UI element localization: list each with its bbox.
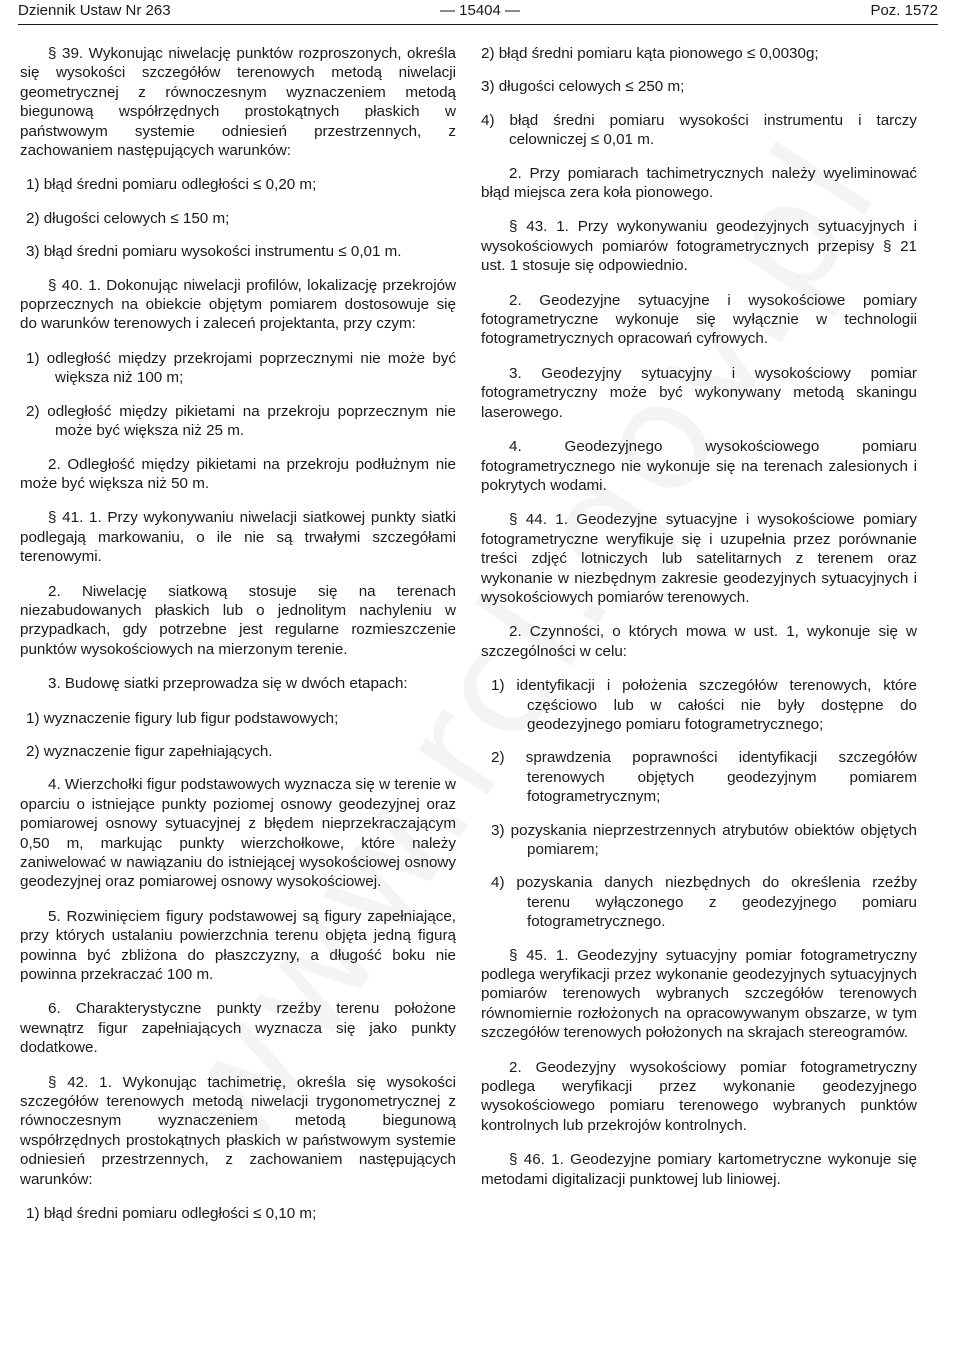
list-item: 3) pozyskania nieprzestrzennych atrybutów obiektów objętych pomiarem; (491, 821, 917, 858)
paragraph: 5. Rozwinięciem figury podstawowej są figury zapełniające, przy których ustalaniu powierzchnia terenu objęta jedną figurą powinna być zbliżona do płaszczyzny, a długość boku nie powinna przekraczać 100 m. (20, 907, 456, 984)
page-header (0, 0, 960, 27)
list-item: 3) długości celowych ≤ 250 m; (481, 78, 685, 96)
paragraph: § 45. 1. Geodezyjny sytuacyjny pomiar fotogrametryczny podlega weryfikacji przez wykonanie geodezyjnych sytuacyjnych pomiarów terenowych wybranych szczegółów terenowych równomiernie rozłożonych na opracowywanym obszarze, w tym szczegółów terenowych położonych na skrajach stereogramów. (481, 946, 917, 1042)
paragraph: 4. Geodezyjnego wysokościowego pomiaru fotogrametrycznego nie wykonuje się na terenach zalesionych i pokrytych wodami. (481, 438, 917, 494)
list-item: 2) błąd średni pomiaru kąta pionowego ≤ 0,0030g; (481, 45, 819, 62)
list-item: 4) błąd średni pomiaru wysokości instrumentu i tarczy celowniczej ≤ 0,01 m. (481, 111, 917, 149)
paragraph: 2. Przy pomiarach tachimetrycznych należy wyeliminować błąd miejsca zera koła pionowego. (481, 164, 917, 202)
list-item: 1) identyfikacji i położenia szczegółów terenowych, które częściowo lub w całości nie były dostępne do geodezyjnego pomiaru fotogrametrycznego; (491, 677, 917, 733)
journal-title: Dziennik Ustaw Nr 263 (18, 2, 171, 19)
right-column (481, 44, 917, 1204)
list-item: 1) wyznaczenie figury lub figur podstawowych; (26, 709, 339, 727)
paragraph: § 40. 1. Dokonując niwelacji profilów, lokalizację przekrojów poprzecznych na obiekcie objętym pomiarem dostosowuje się do warunków terenowych i zaleceń projektanta, przy czym: (20, 276, 456, 333)
paragraph: 2. Odległość między pikietami na przekroju podłużnym nie może być większa niż 50 m. (20, 455, 456, 492)
page-number: — 15404 — (439, 2, 521, 19)
list-item: 3) błąd średni pomiaru wysokości instrumentu ≤ 0,01 m. (26, 243, 402, 261)
left-column (20, 44, 456, 1238)
paragraph: 4. Wierzchołki figur podstawowych wyznacza się w terenie w oparciu o istniejące punkty poziomej osnowy geodezyjnej oraz pomiarowej osnowy sytuacyjnej z błędem nieprzekraczającym 0,50 m, markując punkty wierzchołkowe, które należy zaniwelować w nawiązaniu do istniejącej wysokościowej osnowy geodezyjnej oraz pomiarowej osnowy wysokościowej. (20, 776, 456, 891)
paragraph: 2. Geodezyjne sytuacyjne i wysokościowe pomiary fotogrametryczne wykonuje się wyłącznie w technologii fotogrametrycznych opracowań cyfrowych. (481, 291, 917, 348)
paragraph: 2. Geodezyjny wysokościowy pomiar fotogrametryczny podlega weryfikacji przez wykonanie geodezyjnego wysokościowego pomiaru terenowego wybranych punktów kontrolnych lub przekrojów kontrolnych. (481, 1058, 917, 1134)
list-item: 1) błąd średni pomiaru odległości ≤ 0,10 m; (26, 1205, 317, 1223)
list-item: 2) odległość między pikietami na przekroju poprzecznym nie może być większa niż 25 m. (26, 402, 456, 440)
paragraph: § 41. 1. Przy wykonywaniu niwelacji siatkowej punkty siatki podlegają markowaniu, o ile nie są trwałymi szczegółami terenowymi. (20, 509, 456, 566)
paragraph: § 39. Wykonując niwelację punktów rozproszonych, określa się wysokości szczegółów terenowych metodą niwelacji geometrycznej z równoczesnym wyznaczeniem metodą biegunową współrzędnych prostokątnych płaskich w państwowym systemie odniesień przestrzennych, z zachowaniem następujących warunków: (20, 45, 456, 160)
paragraph: 2. Niwelację siatkową stosuje się na terenach niezabudowanych płaskich lub o jednolitym nachyleniu w przypadkach, gdy potrzebne jest regularne rozmieszczenie punktów wysokościowych na mierzonym terenie. (20, 582, 456, 658)
paragraph: § 42. 1. Wykonując tachimetrię, określa się wysokości szczegółów terenowych metodą niwelacji trygonometrycznej z równoczesnym wyznaczeniem metodą biegunową współrzędnych prostokątnych płaskich w państwowym systemie odniesień przestrzennych, z zachowaniem następujących warunków: (20, 1073, 456, 1188)
paragraph: § 44. 1. Geodezyjne sytuacyjne i wysokościowe pomiary fotogrametryczne weryfikuje się i uzupełnia przez porównanie treści zdjęć lotniczych lub satelitarnych z terenem oraz wykonanie w niezbędnym zakresie geodezyjnych sytuacyjnych i wysokościowych pomiarów terenowych. (481, 511, 917, 606)
paragraph: § 43. 1. Przy wykonywaniu geodezyjnych sytuacyjnych i wysokościowych pomiarów fotogrametrycznych przepisy § 21 ust. 1 stosuje się odpowiednio. (481, 218, 917, 275)
paragraph: 3. Geodezyjny sytuacyjny i wysokościowy pomiar fotogrametryczny może być wykonywany metodą skaningu laserowego. (481, 364, 917, 421)
list-item: 1) błąd średni pomiaru odległości ≤ 0,20 m; (26, 176, 317, 194)
list-item: 4) pozyskania danych niezbędnych do określenia rzeźby terenu wyłączonego z geodezyjnego pomiaru fotogrametrycznego. (491, 874, 917, 931)
paragraph: 2. Czynności, o których mowa w ust. 1, wykonuje się w szczególności w celu: (481, 623, 917, 660)
paragraph: 6. Charakterystyczne punkty rzeźby terenu położone wewnątrz figur zapełniających wyznacza się jako punkty dodatkowe. (20, 1000, 456, 1057)
header-rule (18, 24, 938, 25)
list-item: 1) odległość między przekrojami poprzecznymi nie może być większa niż 100 m; (26, 349, 456, 387)
list-item: 2) sprawdzenia poprawności identyfikacji szczegółów terenowych objętych geodezyjnym pomiarem fotogrametrycznym; (491, 749, 917, 806)
position-number: Poz. 1572 (870, 2, 938, 19)
paragraph: 3. Budowę siatki przeprowadza się w dwóch etapach: (48, 675, 408, 693)
paragraph: § 46. 1. Geodezyjne pomiary kartometryczne wykonuje się metodami digitalizacji punktowej lub liniowej. (481, 1151, 917, 1188)
list-item: 2) wyznaczenie figur zapełniających. (26, 742, 273, 760)
list-item: 2) długości celowych ≤ 150 m; (26, 209, 230, 227)
